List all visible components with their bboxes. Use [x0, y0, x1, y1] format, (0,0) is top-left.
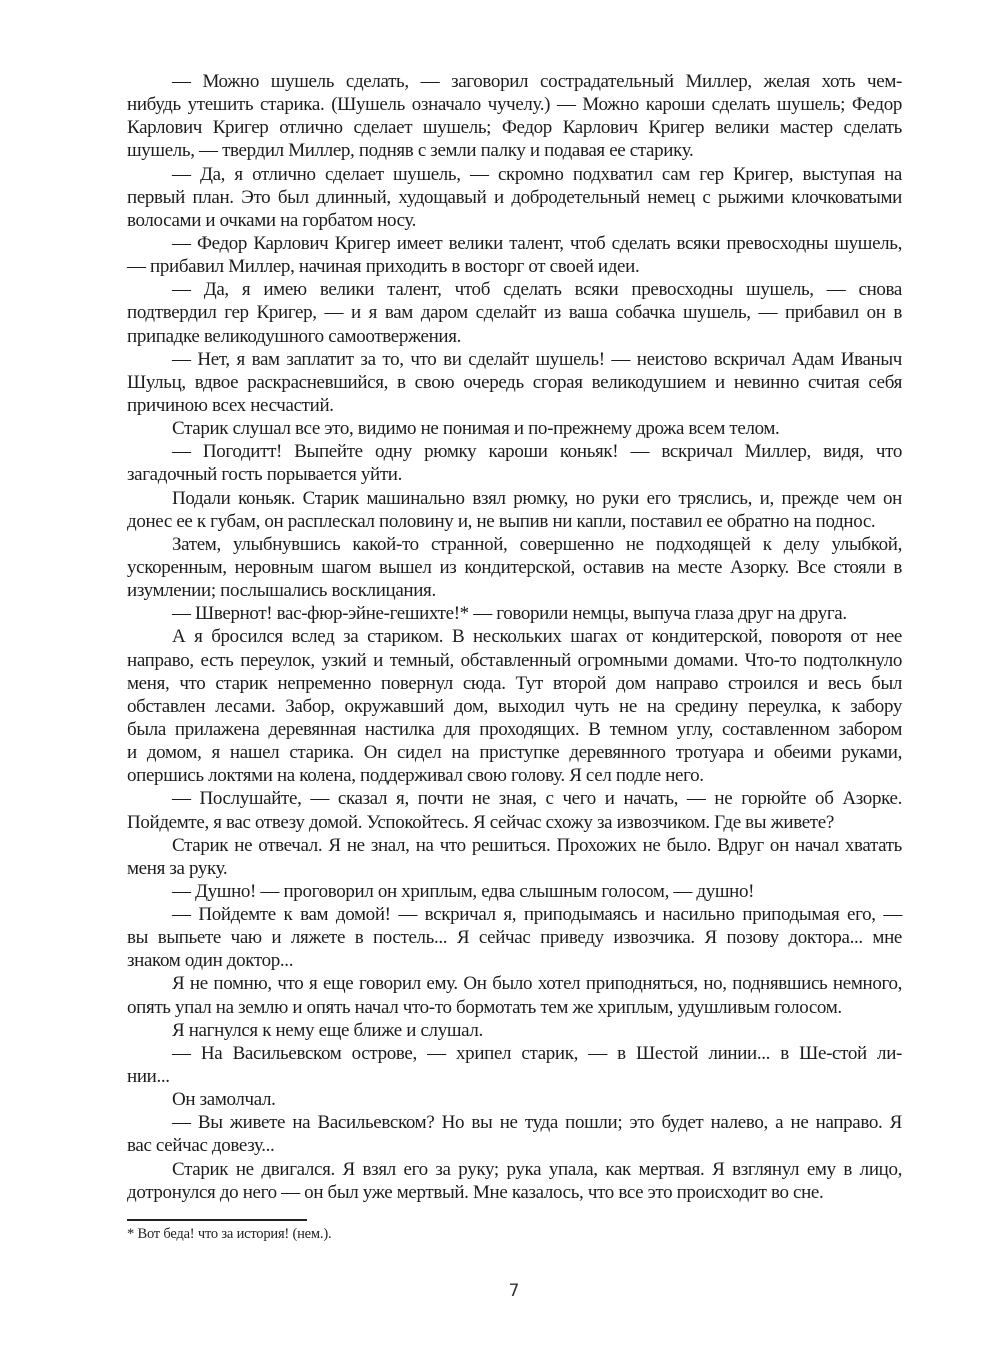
- text-line: нибудь утешить старика. (Шушель означало чучелу.) — Можно кароши сделать шушель; Федор: [127, 94, 902, 116]
- text-line: — Послушайте, — сказал я, почти не зная, с чего и начать, — не горюйте об Азорке.: [172, 788, 902, 810]
- text-line: подтвердил гер Кригер, — и я вам даром сделайт из ваша собачка шушель, — прибавил он в: [127, 302, 902, 324]
- paragraph: [127, 972, 902, 1018]
- text-line: ускоренным, неровным шагом вышел из кондитерской, оставив на месте Азорку. Все стояли в: [127, 556, 902, 578]
- paragraph: [127, 163, 902, 232]
- text-line: Затем, улыбнувшись какой-то странной, совершенно не подходящей к делу улыбкой,: [172, 533, 902, 555]
- text-line: меня, что старик непременно повернул сюда. Тут второй дом направо строился и весь был: [127, 672, 902, 694]
- text-line: припадке великодушного самоотвержения.: [127, 325, 462, 347]
- text-line: знаком один доктор...: [127, 950, 294, 972]
- text-line: Пойдемте, я вас отвезу домой. Успокойтесь. Я сейчас схожу за извозчиком. Где вы живете?: [127, 811, 834, 833]
- text-line: — Да, я имею велики талент, чтоб сделать всяки превосходны шушель, — снова: [172, 279, 902, 301]
- paragraph: [127, 417, 902, 440]
- text-line: Я нагнулся к нему еще ближе и слушал.: [172, 1019, 483, 1041]
- text-line: опершись локтями на колена, поддерживал свою голову. Я сел подле него.: [127, 765, 704, 787]
- text-line: — Погодитт! Выпейте одну рюмку кароши коньяк! — вскричал Миллер, видя, что: [172, 441, 902, 463]
- paragraph: [127, 1042, 902, 1088]
- text-line: Подали коньяк. Старик машинально взял рюмку, но руки его тряслись, и, прежде чем он: [172, 487, 902, 509]
- paragraph: [127, 625, 902, 787]
- text-line: — Федор Карлович Кригер имеет велики талент, чтоб сделать всяки превосходны шушель,: [172, 232, 902, 254]
- paragraph: [127, 787, 902, 833]
- text-line: вы выпьете чаю и ляжете в постель... Я сейчас приведу извозчика. Я позову доктора... мне: [127, 927, 902, 949]
- text-line: А я бросился вслед за стариком. В нескольких шагах от кондитерской, поворотя от нее: [172, 626, 902, 648]
- text-line: — Душно! — проговорил он хриплым, едва слышным голосом, — душно!: [172, 880, 755, 902]
- paragraph: [127, 834, 902, 880]
- text-line: — На Васильевском острове, — хрипел старик, — в Шестой линии... в Ше-стой ли-: [172, 1042, 902, 1064]
- paragraph: [127, 440, 902, 486]
- text-line: причиною всех несчастий.: [127, 394, 334, 416]
- paragraph: [127, 1088, 902, 1111]
- paragraph: [127, 278, 902, 347]
- footnote: * Вот беда! что за история! (нем.).: [127, 1226, 332, 1242]
- text-line: меня за руку.: [127, 857, 228, 879]
- text-line: — Нет, я вам заплатит за то, что ви сделайт шушель! — неистово вскричал Адам Иваныч: [172, 348, 902, 370]
- text-line: нии...: [127, 1066, 170, 1088]
- text-line: загадочный гость порывается уйти.: [127, 464, 403, 486]
- text-line: опять упал на землю и опять начал что-то бормотать тем же хриплым, удушливым голосом.: [127, 996, 842, 1018]
- page-body: [127, 70, 902, 1204]
- page-number: 7: [508, 1281, 520, 1301]
- paragraph: [127, 232, 902, 278]
- text-line: — Пойдемте к вам домой! — вскричал я, приподымаясь и насильно приподымая его, —: [172, 904, 902, 926]
- text-line: направо, есть переулок, узкий и темный, обставленный огромными домами. Что-то подтолкнуло: [127, 649, 902, 671]
- text-line: Я не помню, что я еще говорил ему. Он было хотел приподняться, но, поднявшись немного,: [172, 973, 902, 995]
- text-line: Старик не отвечал. Я не знал, на что решиться. Прохожих не было. Вдруг он начал хватать: [172, 834, 902, 856]
- text-line: Он замолчал.: [172, 1089, 276, 1111]
- text-line: — Да, я отлично сделает шушель, — скромно подхватил сам гер Кригер, выступая на: [172, 163, 902, 185]
- text-line: Старик не двигался. Я взял его за руку; рука упала, как мертвая. Я взглянул ему в лицо,: [172, 1158, 902, 1180]
- text-line: — Вы живете на Васильевском? Но вы не туда пошли; это будет налево, а не направо. Я: [172, 1112, 902, 1134]
- text-line: первый план. Это был длинный, худощавый и добродетельный немец с рыжими клочковатыми: [127, 186, 902, 208]
- paragraph: [127, 487, 902, 533]
- paragraph: [127, 602, 902, 625]
- text-line: — Можно шушель сделать, — заговорил сострадательный Миллер, желая хоть чем-: [172, 71, 902, 92]
- paragraph: [127, 1111, 902, 1157]
- paragraph: [127, 348, 902, 417]
- text-line: и домом, я нашел старика. Он сидел на приступке деревянного тротуара и обеими руками,: [127, 742, 902, 764]
- paragraph: [127, 903, 902, 972]
- footnote-divider: [127, 1219, 307, 1221]
- text-line: донес ее к губам, он расплескал половину и, не выпив ни капли, поставил ее обратно на поднос.: [127, 510, 876, 532]
- text-line: Старик слушал все это, видимо не понимая и по-прежнему дрожа всем телом.: [172, 418, 780, 440]
- text-line: — Швернот! вас-фюр-эйне-гешихте!* — говорили немцы, выпуча глаза друг на друга.: [172, 603, 847, 625]
- text-line: изумлении; послышались восклицания.: [127, 580, 436, 602]
- text-line: Шульц, вдвое раскрасневшийся, в свою очередь сгорая великодушием и невинно считая себя: [127, 371, 902, 393]
- text-line: вас сейчас довезу...: [127, 1135, 275, 1157]
- paragraph: [127, 1158, 902, 1204]
- text-line: волосами и очками на горбатом носу.: [127, 209, 417, 231]
- text-line: Карлович Кригер отлично сделает шушель; Федор Карлович Кригер велики мастер сделать: [127, 117, 902, 139]
- text-line: была прилажена деревянная настилка для проходящих. В темном углу, составленном забором: [127, 718, 902, 740]
- paragraph: [127, 880, 902, 903]
- text-line: — прибавил Миллер, начиная приходить в восторг от своей идеи.: [127, 256, 640, 278]
- text-line: обставлен лесами. Забор, окружавший дом, выходил чуть не на средину переулка, к забору: [127, 695, 902, 717]
- paragraph: [127, 70, 902, 163]
- text-line: дотронулся до него — он был уже мертвый. Мне казалось, что все это происходит во сне.: [127, 1181, 824, 1203]
- paragraph: [127, 1019, 902, 1042]
- text-line: шушель, — твердил Миллер, подняв с земли палку и подавая ее старику.: [127, 140, 694, 162]
- paragraph: [127, 533, 902, 602]
